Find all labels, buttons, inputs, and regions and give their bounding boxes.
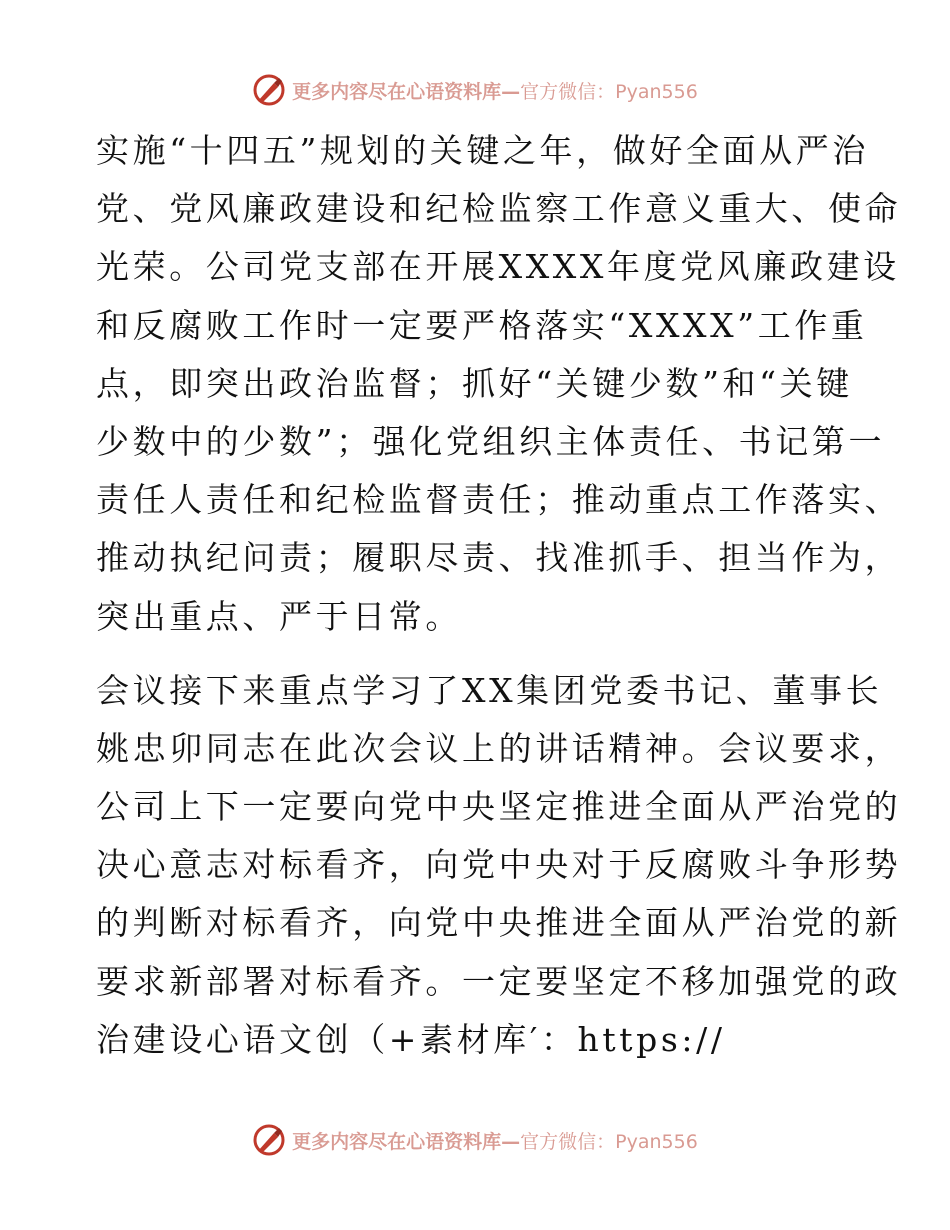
text-line: 要求新部署对标看齐。一定要坚定不移加强党的政 — [96, 961, 902, 1001]
text-line: 公司上下一定要向党中央坚定推进全面从严治党的 — [96, 787, 902, 827]
text-line: 实施“十四五”规划的关键之年，做好全面从严治 — [96, 131, 869, 170]
header-banner — [0, 70, 950, 110]
footer-banner-text: 更多内容尽在心语资料库—官方微信：Pyan556 — [292, 1130, 698, 1153]
text-line: 姚忠卯同志在此次会议上的讲话精神。会议要求， — [96, 728, 902, 768]
paragraph-1 — [96, 122, 902, 646]
text-line: 光荣。公司党支部在开展XXXX年度党风廉政建设 — [96, 247, 900, 287]
text-line: 点，即突出政治监督；抓好“关键少数”和“关键 — [96, 363, 853, 403]
text-line: 少数中的少数”；强化党组织主体责任、书记第一 — [96, 421, 886, 461]
text-line: 会议接下来重点学习了XX集团党委书记、董事长 — [96, 670, 883, 710]
document-body — [96, 122, 902, 1069]
paragraph-2 — [96, 662, 902, 1069]
pen-logo-icon — [252, 73, 286, 107]
text-line: 和反腐败工作时一定要严格落实“XXXX”工作重 — [96, 305, 868, 345]
text-line: 突出重点、严于日常。 — [96, 596, 462, 636]
header-banner-text: 更多内容尽在心语资料库—官方微信：Pyan556 — [292, 80, 698, 103]
footer-banner — [0, 1120, 950, 1160]
text-line: 决心意志对标看齐，向党中央对于反腐败斗争形势 — [96, 845, 902, 885]
text-line: 党、党风廉政建设和纪检监察工作意义重大、使命 — [96, 189, 902, 229]
text-line: 治建设心语文创（+素材库′：https:// — [96, 1019, 726, 1059]
text-line: 推动执纪问责；履职尽责、找准抓手、担当作为， — [96, 538, 902, 578]
text-line: 责任人责任和纪检监督责任；推动重点工作落实、 — [96, 480, 902, 520]
pen-logo-icon — [252, 1123, 286, 1157]
text-line: 的判断对标看齐，向党中央推进全面从严治党的新 — [96, 903, 902, 943]
